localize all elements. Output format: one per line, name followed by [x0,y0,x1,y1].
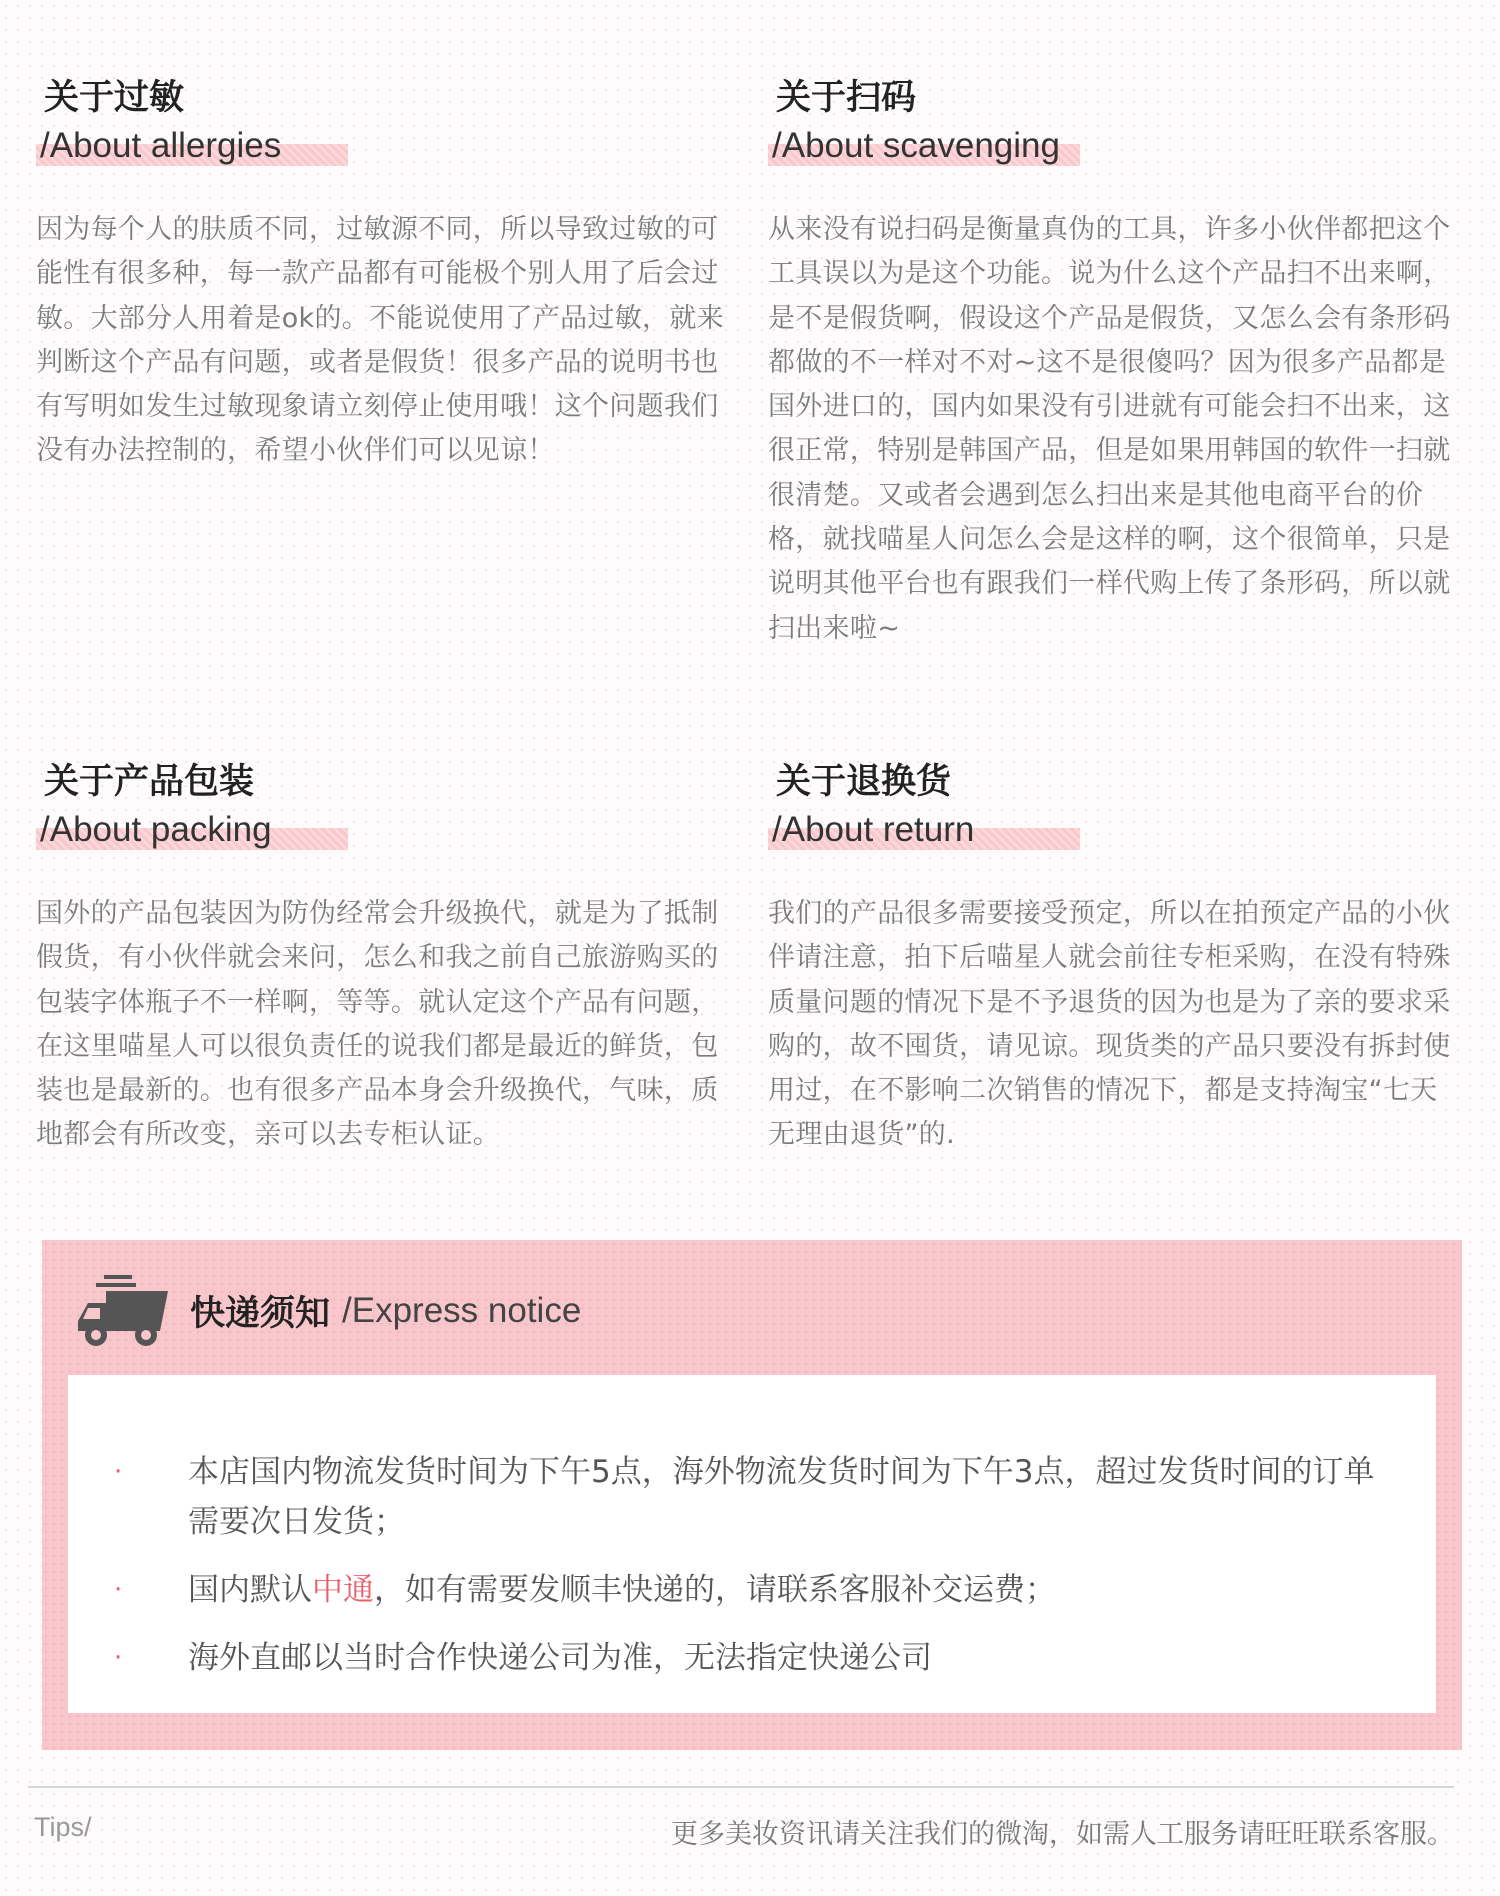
express-title-en: /Express notice [342,1291,582,1330]
section-title-en-wrap [36,804,726,856]
section-title-en: /About packing [40,810,272,849]
list-item [68,1633,1436,1683]
section-title-cn: 关于过敏 [44,78,185,118]
section-title-cn: 关于退换货 [776,762,952,802]
courier-name-highlight: 中通 [312,1572,374,1608]
express-title-cn: 快递须知 [190,1294,331,1334]
section-title-en-wrap [768,804,1458,856]
section-body: 国外的产品包装因为防伪经常会升级换代，就是为了抵制假货，有小伙伴就会来问，怎么和我之前自己旅游购买的包装字体瓶子不一样啊，等等。就认定这个产品有问题，在这里喵星人可以很负责任的说我们都是最近的鲜货，包装也是最新的。也有很多产品本身会升级换代，气味，质地都会有所改变，亲可以去专柜认证。 [36,898,719,1151]
tips-text: 更多美妆资讯请关注我们的微淘，如需人工服务请旺旺联系客服。 [671,1819,1454,1850]
notice-text: 本店国内物流发货时间为下午5点，海外物流发货时间为下午3点，超过发货时间的订单需要次日发货； [188,1454,1375,1540]
notice-list [68,1447,1436,1701]
express-notice-header [76,1266,581,1356]
bullet-dot: · [114,1457,123,1487]
section-body: 我们的产品很多需要接受预定，所以在拍预定产品的小伙伴请注意，拍下后喵星人就会前往专柜采购，在没有特殊质量问题的情况下是不予退货的因为也是为了亲的要求采购的，故不囤货，请见谅。现货类的产品只要没有拆封使用过，在不影响二次销售的情况下，都是支持淘宝“七天无理由退货”的. [768,898,1451,1151]
notice-text-suffix: ，如有需要发顺丰快递的，请联系客服补交运费； [374,1572,1056,1608]
bullet-dot: · [114,1643,123,1673]
bullet-dot: · [114,1575,123,1605]
notice-text: 海外直邮以当时合作快递公司为准，无法指定快递公司 [188,1640,932,1676]
section-return [768,760,1458,1158]
footer-divider [28,1786,1454,1788]
section-allergies [36,76,726,474]
section-title-cn: 关于产品包装 [44,762,255,802]
list-item [68,1447,1436,1547]
section-title-en: /About return [772,810,975,849]
section-scanning [768,76,1458,651]
section-body: 因为每个人的肤质不同，过敏源不同，所以导致过敏的可能性有很多种，每一款产品都有可能极个别人用了后会过敏。大部分人用着是ok的。不能说使用了产品过敏，就来判断这个产品有问题，或者是假货！很多产品的说明书也有写明如发生过敏现象请立刻停止使用哦！这个问题我们没有办法控制的，希望小伙伴们可以见谅！ [36,214,724,467]
section-title-en: /About scavenging [772,126,1060,165]
list-item [68,1565,1436,1615]
section-title-en: /About allergies [40,126,282,165]
tips-label: Tips/ [34,1812,92,1842]
express-notice-content [68,1375,1436,1713]
delivery-truck-icon [76,1271,172,1351]
section-title-en-wrap [36,120,726,172]
section-body: 从来没有说扫码是衡量真伪的工具，许多小伙伴都把这个工具误以为是这个功能。说为什么这个产品扫不出来啊，是不是假货啊，假设这个产品是假货，又怎么会有条形码都做的不一样对不对~这不是很傻吗？因为很多产品都是国外进口的，国内如果没有引进就有可能会扫不出来，这很正常，特别是韩国产品，但是如果用韩国的软件一扫就很清楚。又或者会遇到怎么扫出来是其他电商平台的价格，就找喵星人问怎么会是这样的啊，这个很简单，只是说明其他平台也有跟我们一样代购上传了条形码，所以就扫出来啦~ [768,214,1451,644]
section-packing [36,760,726,1158]
section-title-cn: 关于扫码 [776,78,917,118]
notice-text-prefix: 国内默认 [188,1572,312,1608]
express-notice-panel [42,1240,1462,1750]
section-title-en-wrap [768,120,1458,172]
